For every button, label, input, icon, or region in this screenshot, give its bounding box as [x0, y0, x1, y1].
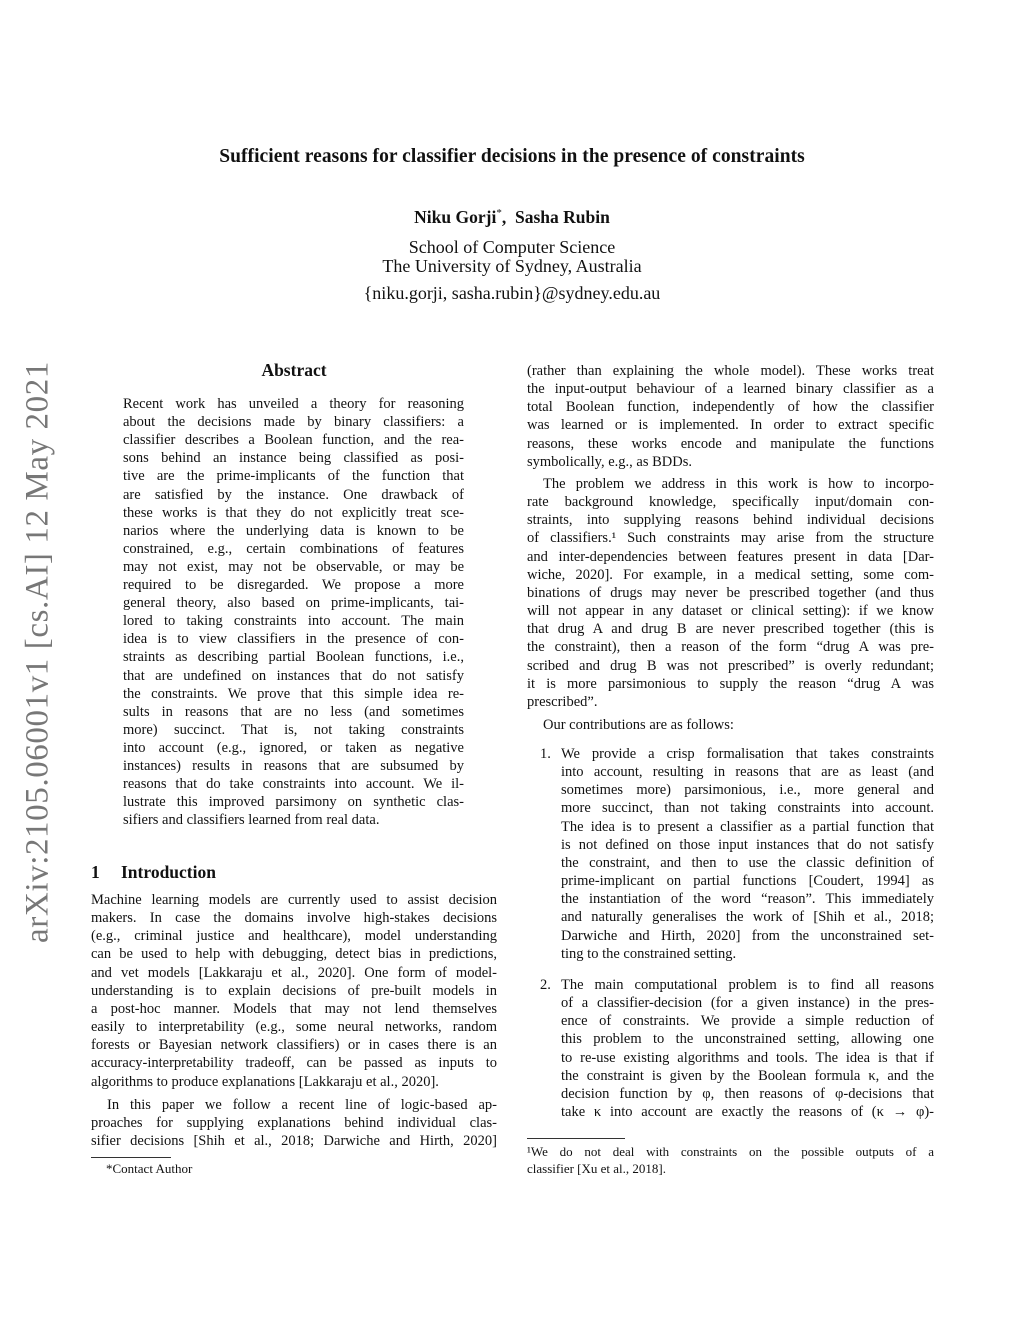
text-line: We provide a crisp formalisation that takes constraints	[561, 746, 934, 762]
contributions-intro: Our contributions are as follows:	[543, 717, 734, 733]
text-line: and vet models [Lakkaraju et al., 2020]. One form of model-	[91, 964, 497, 981]
author-emails: {niku.gorji, sasha.rubin}@sydney.edu.au	[363, 283, 661, 303]
text-line: understanding is to explain decisions of pre-built models in	[91, 982, 497, 999]
text-line: that are undefined on instances that do not satisfy	[123, 667, 464, 684]
text-line: forests or Bayesian network classifiers) or in cases there is an	[91, 1037, 497, 1054]
author-footnote-mark: *	[496, 207, 502, 220]
text-line: was learned or is implemented. In order to extract specific	[527, 417, 934, 434]
text-line: take κ into account are exactly the reasons of (κ → φ)-	[561, 1104, 934, 1121]
affiliation-department: School of Computer Science	[408, 237, 616, 257]
text-line: reasons that do take constraints into account. We il-	[123, 776, 464, 793]
text-line: classifier describes a Boolean function, and the rea-	[123, 432, 464, 449]
text-line: may not exist, may not be observable, or may be	[123, 558, 464, 575]
text-line: rate background knowledge, specifically input/domain con-	[527, 494, 934, 511]
text-line: and naturally generalises the work of [Shih et al., 2018;	[561, 909, 934, 926]
text-line: general theory, also based on prime-implicants, tai-	[123, 595, 464, 612]
section-number: 1	[91, 862, 100, 882]
text-line: (e.g., criminal justice and healthcare), model understanding	[91, 928, 497, 945]
text-line: straints as describing partial Boolean functions, i.e.,	[123, 649, 464, 666]
text-line: the constraint, and then to use the classic definition of	[561, 854, 934, 871]
text-line: (rather than explaining the whole model). These works treat	[527, 363, 934, 379]
author-list	[0, 207, 1024, 228]
text-line: will not appear in any dataset or clinical setting): if we know	[527, 603, 934, 620]
text-line: required to be disregarded. We propose a more	[123, 577, 464, 593]
footnote-rule	[527, 1138, 625, 1139]
text-line: tive are the prime-implicants of the function that	[123, 468, 464, 485]
text-line: Machine learning models are currently used to assist decision	[91, 892, 497, 908]
text-line: more) succinct. That is, not taking constraints	[123, 721, 464, 738]
text-line: that drug A and drug B are never prescribed together (this is	[527, 621, 934, 638]
text-line: are satisfied by the instance. One drawback of	[123, 486, 464, 503]
text-line: straints, into supplying reasons behind individual decisions	[527, 512, 934, 529]
text-line: the input-output behaviour of a learned binary classifier as a	[527, 381, 934, 398]
text-line: about the decisions made by binary classifiers: a	[123, 414, 464, 431]
text-line: sometimes more) parsimonious, i.e., more general and	[561, 782, 934, 799]
affiliation-university: The University of Sydney, Australia	[382, 256, 642, 276]
text-line: constrained, e.g., certain combinations of features	[123, 540, 464, 557]
text-line: can be used to help with debugging, detect bias in predictions,	[91, 946, 497, 963]
text-line: The main computational problem is to find all reasons	[561, 977, 934, 993]
text-line: into account, resulting in reasons that are as least (and	[561, 764, 934, 781]
footnote-1-line: classifier [Xu et al., 2018].	[527, 1161, 666, 1176]
text-line: makers. In case the domains involve high-stakes decisions	[91, 910, 497, 927]
text-line: a post-hoc manner. Models that may not lend themselves	[91, 1000, 497, 1017]
text-line: the constraints. We prove that this simple idea re-	[123, 685, 464, 702]
text-line: symbolically, e.g., as BDDs.	[527, 453, 692, 470]
text-line: proaches for supplying explanations behind individual clas-	[91, 1115, 497, 1132]
text-line: it is more parsimonious to supply the reason “drug A was	[527, 675, 934, 692]
text-line: sons behind an instance being classified as posi-	[123, 450, 464, 467]
section-title: Introduction	[121, 862, 216, 882]
text-line: into account (e.g., ignored, or taken as negative	[123, 739, 464, 756]
text-line: the constraint is given by the Boolean formula κ, and the	[561, 1067, 934, 1084]
text-line: sults in reasons that are no less (and sometimes	[123, 703, 464, 720]
text-line: instances) results in reasons that are subsumed by	[123, 758, 464, 774]
text-line: wiche, 2020]. For example, in a medical setting, some com-	[527, 566, 934, 583]
text-line: and inter-dependencies between features present in data [Dar-	[527, 548, 934, 565]
text-line: prescribed”.	[527, 693, 598, 710]
text-line: In this paper we follow a recent line of logic-based ap-	[107, 1097, 497, 1113]
text-line: more succinct, than not taking constraints into account.	[561, 800, 934, 817]
text-line: decision function by φ, then reasons of φ-decisions that	[561, 1085, 934, 1102]
text-line: of classifiers.¹ Such constraints may arise from the structure	[527, 530, 934, 547]
text-line: idea is to view classifiers in the presence of con-	[123, 631, 464, 648]
footnote-1-line: ¹We do not deal with constraints on the possible outputs of a	[527, 1144, 934, 1159]
text-line: Recent work has unveiled a theory for reasoning	[123, 396, 464, 412]
footnote-contact-author: *Contact Author	[106, 1161, 193, 1176]
abstract-heading: Abstract	[261, 360, 327, 380]
text-line: of a classifier-decision (for a given instance) in the pres-	[561, 995, 934, 1012]
text-line: lustrate this improved parsimony on synthetic clas-	[123, 794, 464, 811]
text-line: The idea is to present a classifier as a partial function that	[561, 818, 934, 835]
text-line: the instantiation of the word “reason”. This immediately	[561, 891, 934, 908]
text-line: easily to interpretability (e.g., some neural networks, random	[91, 1019, 497, 1036]
text-line: these works is that they do not explicitly treat sce-	[123, 504, 464, 521]
text-line: narios where the underlying data is known to be	[123, 522, 464, 539]
list-number: 2.	[540, 977, 551, 993]
text-line: scribed and drug B was not prescribed” is overly redundant;	[527, 657, 934, 674]
text-line: reasons, these works encode and manipulate the functions	[527, 435, 934, 452]
text-line: binations of drugs may never be prescribed together (and thus	[527, 584, 934, 601]
text-line: The problem we address in this work is how to incorpo-	[543, 476, 934, 492]
text-line: ting to the constrained setting.	[561, 945, 737, 962]
paper-title: Sufficient reasons for classifier decisions in the presence of constraints	[219, 146, 805, 167]
text-line: algorithms to produce explanations [Lakkaraju et al., 2020].	[91, 1073, 439, 1090]
footnote-rule	[91, 1157, 171, 1158]
author-name: Sasha Rubin	[514, 207, 610, 227]
text-line: the constraint), then a reason of the form “drug A was pre-	[527, 639, 934, 656]
text-line: sifier decisions [Shih et al., 2018; Darwiche and Hirth, 2020]	[91, 1133, 497, 1150]
text-line: Darwiche and Hirth, 2020] from the unconstrained set-	[561, 927, 934, 944]
author-separator: ,	[501, 207, 507, 227]
text-line: total Boolean function, independently of how the classifier	[527, 399, 934, 416]
text-line: sifiers and classifiers learned from real data.	[123, 812, 380, 829]
text-line: this problem to the unconstrained setting, allowing one	[561, 1031, 934, 1048]
text-line: to re-use existing algorithms and tools. The idea is that if	[561, 1049, 934, 1066]
author-name: Niku Gorji	[414, 207, 497, 227]
list-number: 1.	[540, 746, 551, 762]
text-line: accuracy-interpretability tradeoff, can be passed as inputs to	[91, 1055, 497, 1072]
section-heading-introduction	[91, 862, 216, 883]
arxiv-identifier-stamp: arXiv:2105.06001v1 [cs.AI] 12 May 2021	[19, 361, 56, 943]
text-line: lored to taking constraints into account. The main	[123, 613, 464, 630]
text-line: prime-implicant on partial functions [Coudert, 1994] as	[561, 873, 934, 890]
text-line: ence of constraints. We provide a simple reduction of	[561, 1013, 934, 1030]
text-line: is not defined on those input instances that do not satisfy	[561, 836, 934, 853]
